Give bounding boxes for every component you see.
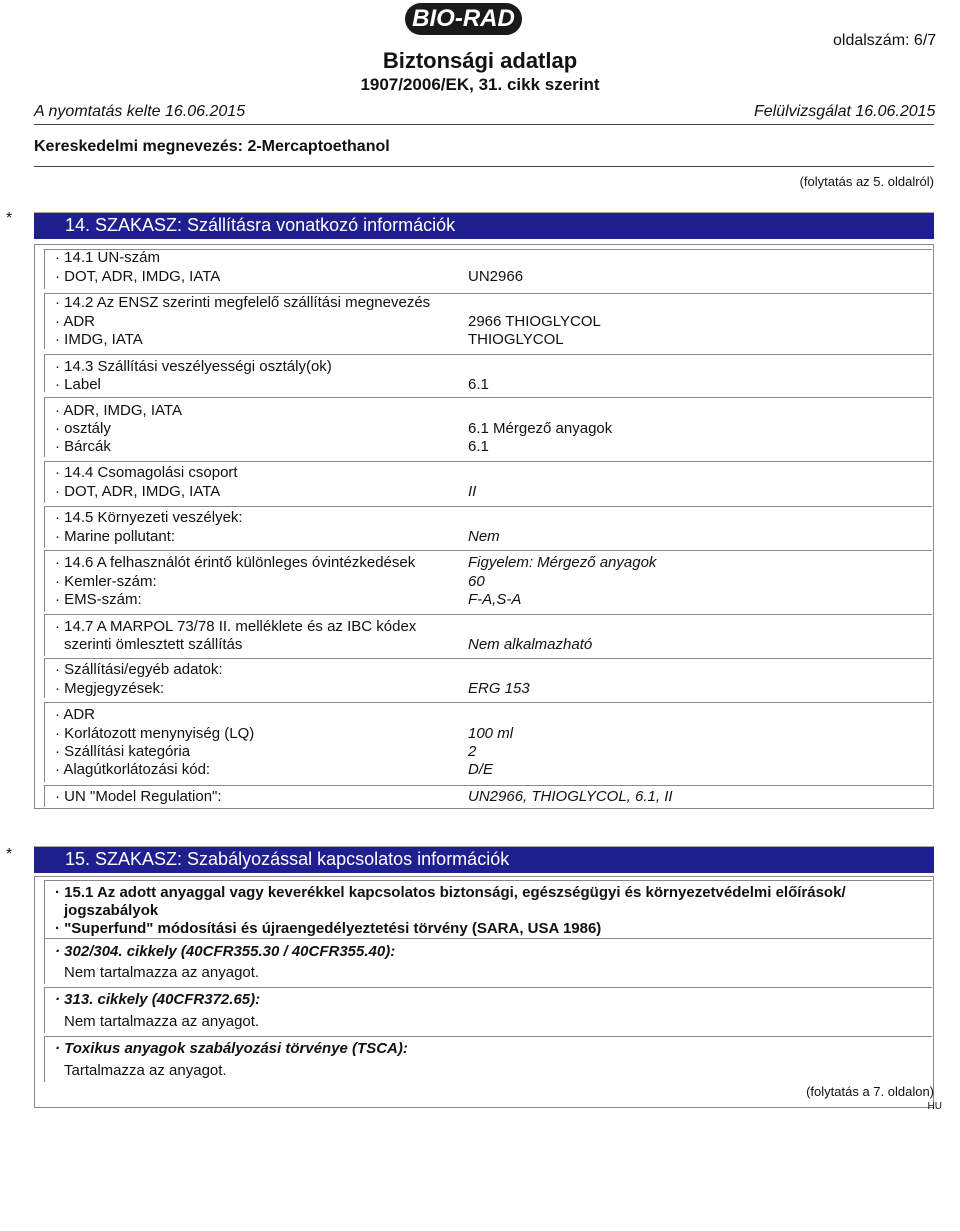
marine-pollutant-label: · Marine pollutant:: [55, 528, 176, 545]
section-302-304-heading: · 302/304. cikkely (40CFR355.30 / 40CFR355.40):: [55, 943, 396, 960]
ems-value: F-A,S-A: [468, 591, 522, 608]
env-hazards-heading: · 14.5 Környezeti veszélyek:: [55, 509, 243, 526]
packing-group-heading: · 14.4 Csomagolási csoport: [55, 464, 238, 481]
hazard-class-heading: · 14.3 Szállítási veszélyességi osztály(ok): [55, 358, 332, 375]
class-value: 6.1 Mérgező anyagok: [468, 420, 613, 437]
revision-marker: *: [6, 210, 13, 227]
tsca-text: Tartalmazza az anyagot.: [64, 1062, 227, 1079]
marpol-label-line1: · 14.7 A MARPOL 73/78 II. melléklete és az IBC kódex: [55, 618, 417, 635]
section-15-header: [34, 846, 934, 873]
header-divider: [34, 124, 934, 125]
tsca-heading: · Toxikus anyagok szabályozási törvénye (TSCA):: [55, 1040, 408, 1057]
revision-date: Felülvizsgálat 16.06.2015: [754, 103, 936, 120]
section-14-title: 14. SZAKASZ: Szállításra vonatkozó információk: [65, 215, 456, 235]
special-precautions-label: · 14.6 A felhasználót érintő különleges óvintézkedések: [55, 554, 416, 571]
labels-value: 6.1: [468, 438, 489, 455]
marine-pollutant-value: Nem: [468, 528, 500, 545]
section-15-title: 15. SZAKASZ: Szabályozással kapcsolatos információk: [65, 849, 510, 869]
adr-value: 2966 THIOGLYCOL: [468, 313, 601, 330]
marpol-label-line2: szerinti ömlesztett szállítás: [64, 636, 243, 653]
limited-quantity-label: · Korlátozott menynyiség (LQ): [55, 725, 255, 742]
kemler-value: 60: [468, 573, 485, 590]
sara-heading: · "Superfund" módosítási és újraengedélyeztetési törvény (SARA, USA 1986): [55, 920, 602, 937]
tunnel-code-value: D/E: [468, 761, 494, 778]
section-313-heading: · 313. cikkely (40CFR372.65):: [55, 991, 261, 1008]
adr-heading: · ADR: [55, 706, 96, 723]
document-subtitle: 1907/2006/EK, 31. cikk szerint: [360, 75, 600, 94]
un-number-label: · DOT, ADR, IMDG, IATA: [55, 268, 221, 285]
limited-quantity-value: 100 ml: [468, 725, 514, 742]
language-code: HU: [927, 1101, 942, 1112]
regulations-heading-line1: · 15.1 Az adott anyaggal vagy keverékkel kapcsolatos biztonsági, egészségügyi és környezetvédelmi előírások/: [55, 884, 846, 901]
label-value: 6.1: [468, 376, 489, 393]
labels-label: · Bárcák: [55, 438, 111, 455]
transport-other-heading: · Szállítási/egyéb adatok:: [55, 661, 223, 678]
imdg-iata-value: THIOGLYCOL: [468, 331, 564, 348]
tunnel-code-label: · Alagútkorlátozási kód:: [55, 761, 211, 778]
regulations-heading-line2: jogszabályok: [64, 902, 159, 919]
adr-label: · ADR: [55, 313, 96, 330]
trade-divider: [34, 166, 934, 167]
continued-to: (folytatás a 7. oldalon): [806, 1084, 934, 1099]
section-302-304-text: Nem tartalmazza az anyagot.: [64, 964, 260, 981]
transport-category-value: 2: [468, 743, 477, 760]
ems-label: · EMS-szám:: [55, 591, 142, 608]
class-label: · osztály: [55, 420, 111, 437]
page-number: oldalszám: 6/7: [833, 32, 937, 49]
logo-text: BIO-RAD: [412, 5, 515, 32]
un-number-heading: · 14.1 UN-szám: [55, 249, 161, 266]
packing-group-value: II: [468, 483, 477, 500]
packing-group-label: · DOT, ADR, IMDG, IATA: [55, 483, 221, 500]
adr-imdg-iata-label: · ADR, IMDG, IATA: [55, 402, 182, 419]
revision-marker-15: *: [6, 846, 13, 863]
un-number-value: UN2966: [468, 268, 524, 285]
remarks-value: ERG 153: [468, 680, 530, 697]
shipping-name-heading: · 14.2 Az ENSZ szerinti megfelelő szállítási megnevezés: [55, 294, 431, 311]
label-label: · Label: [55, 376, 101, 393]
model-regulation-label: · UN "Model Regulation":: [55, 788, 222, 805]
section-14-header: [34, 212, 934, 239]
model-regulation-value: UN2966, THIOGLYCOL, 6.1, II: [468, 788, 673, 805]
transport-category-label: · Szállítási kategória: [55, 743, 191, 760]
print-date: A nyomtatás kelte 16.06.2015: [34, 103, 246, 120]
document-title: Biztonsági adatlap: [382, 48, 578, 73]
imdg-iata-label: · IMDG, IATA: [55, 331, 143, 348]
section-313-text: Nem tartalmazza az anyagot.: [64, 1013, 260, 1030]
special-precautions-value: Figyelem: Mérgező anyagok: [468, 554, 657, 571]
continued-from: (folytatás az 5. oldalról): [799, 174, 934, 189]
trade-name: Kereskedelmi megnevezés: 2-Mercaptoethanol: [34, 138, 390, 155]
remarks-label: · Megjegyzések:: [55, 680, 165, 697]
kemler-label: · Kemler-szám:: [55, 573, 157, 590]
marpol-value: Nem alkalmazható: [468, 636, 593, 653]
